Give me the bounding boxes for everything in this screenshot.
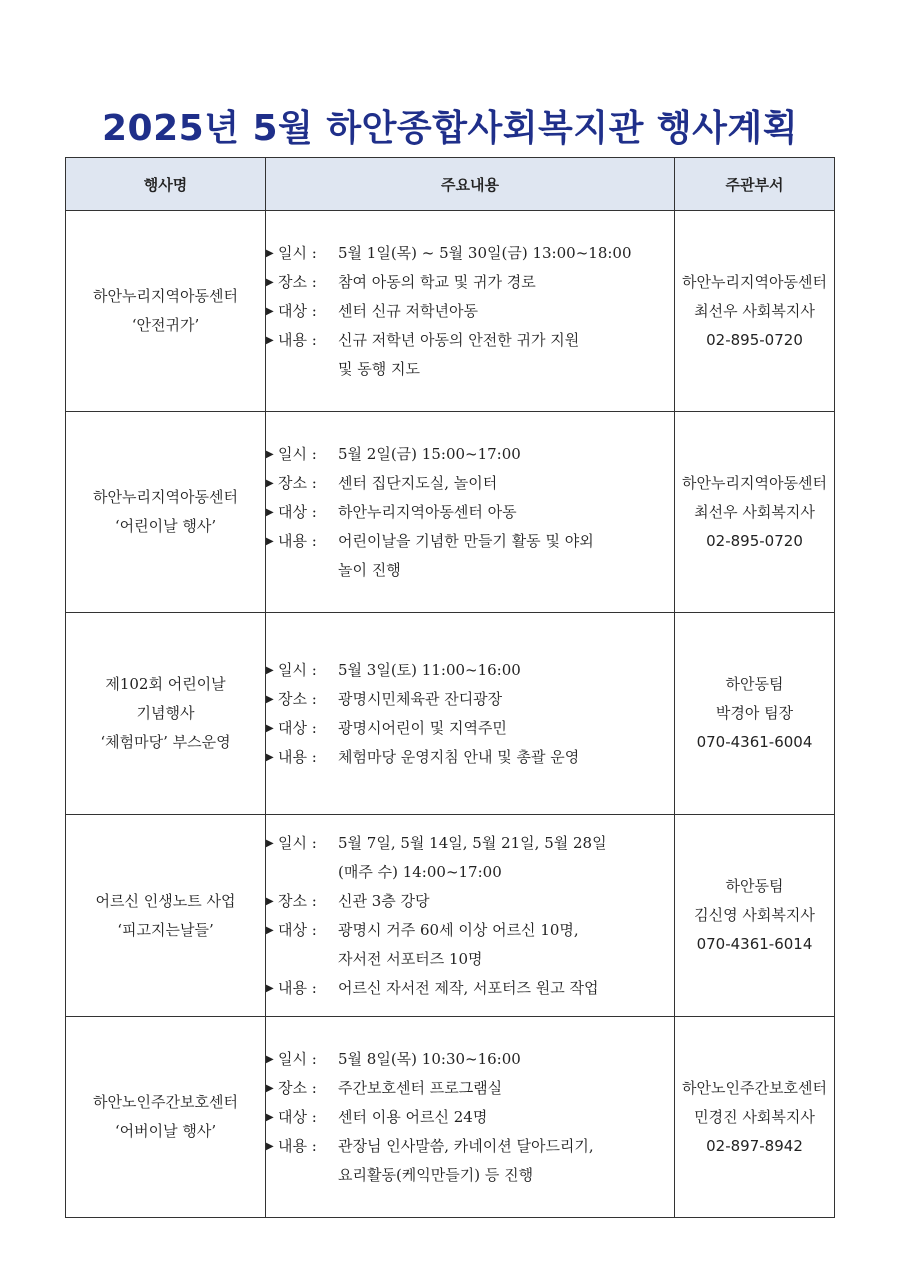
department-contact-person: 박경아 팀장 xyxy=(715,704,794,722)
department-contact-person: 민경진 사회복지사 xyxy=(694,1107,815,1126)
content-item-label: 내용 : xyxy=(278,978,317,997)
content-item-value: 광명시민체육관 잔디광장 xyxy=(338,689,503,708)
content-item-label: 내용 : xyxy=(278,531,317,550)
content-item-value: 주간보호센터 프로그램실 xyxy=(338,1078,503,1097)
content-item-value: 어린이날을 기념한 만들기 활동 및 야외 xyxy=(338,531,594,550)
content-item-value: 5월 3일(토) 11:00~16:00 xyxy=(338,660,521,679)
content-item-label: 대상 : xyxy=(278,1107,317,1126)
content-item xyxy=(266,656,674,685)
content-item-label: 일시 : xyxy=(278,1049,317,1068)
content-item xyxy=(266,440,674,469)
triangle-bullet-icon: ▶ xyxy=(266,247,274,259)
content-item xyxy=(266,743,674,772)
triangle-bullet-icon: ▶ xyxy=(266,664,274,676)
content-item xyxy=(266,297,674,326)
content-item-value-continued: 및 동행 지도 xyxy=(338,359,420,378)
content-item-value-continued: (매주 수) 14:00~17:00 xyxy=(338,862,502,881)
content-item xyxy=(266,714,674,743)
event-name-cell xyxy=(66,613,266,815)
triangle-bullet-icon: ▶ xyxy=(266,722,274,734)
triangle-bullet-icon: ▶ xyxy=(266,693,274,705)
content-item xyxy=(266,916,674,974)
event-name-cell xyxy=(66,412,266,613)
content-item-label: 일시 : xyxy=(278,660,317,679)
content-item-value-continued: 자서전 서포터즈 10명 xyxy=(338,949,483,968)
event-content-cell xyxy=(266,613,675,815)
event-name-line: 하안노인주간보호센터 xyxy=(93,1093,238,1111)
triangle-bullet-icon: ▶ xyxy=(266,477,274,489)
content-item-label: 내용 : xyxy=(278,330,317,349)
content-item-value: 센터 신규 저학년아동 xyxy=(338,301,478,320)
content-item-value: 센터 이용 어르신 24명 xyxy=(338,1107,488,1126)
triangle-bullet-icon: ▶ xyxy=(266,982,274,994)
content-item-value: 광명시어린이 및 지역주민 xyxy=(338,718,507,737)
content-item-label: 대상 : xyxy=(278,301,317,320)
department-contact-person: 최선우 사회복지사 xyxy=(694,301,815,320)
event-name-line: 하안누리지역아동센터 xyxy=(93,488,238,506)
event-name-line: ‘안전귀가’ xyxy=(131,316,200,334)
content-item-label: 대상 : xyxy=(278,502,317,521)
event-content-cell xyxy=(266,412,675,613)
content-item-value: 5월 8일(목) 10:30~16:00 xyxy=(338,1049,521,1068)
header-department: 주관부서 xyxy=(675,158,835,211)
department-cell xyxy=(675,815,835,1017)
event-name-line: ‘어버이날 행사’ xyxy=(114,1122,217,1140)
content-item xyxy=(266,1103,674,1132)
content-item xyxy=(266,1045,674,1074)
department-name: 하안누리지역아동센터 xyxy=(682,272,827,291)
content-item-value: 체험마당 운영지침 안내 및 총괄 운영 xyxy=(338,747,580,766)
content-item xyxy=(266,1132,674,1190)
department-phone: 070-4361-6004 xyxy=(696,733,813,751)
content-item-label: 대상 : xyxy=(278,718,317,737)
event-name-cell xyxy=(66,815,266,1017)
department-cell xyxy=(675,613,835,815)
event-name-line: 기념행사 xyxy=(136,704,195,722)
table-row xyxy=(66,1017,835,1218)
content-item-value: 센터 집단지도실, 놀이터 xyxy=(338,473,498,492)
triangle-bullet-icon: ▶ xyxy=(266,924,274,936)
content-item-value: 관장님 인사말씀, 카네이션 달아드리기, xyxy=(338,1136,594,1155)
department-name: 하안노인주간보호센터 xyxy=(682,1078,827,1097)
triangle-bullet-icon: ▶ xyxy=(266,1053,274,1065)
event-name-line: 하안누리지역아동센터 xyxy=(93,287,238,305)
content-item xyxy=(266,829,674,887)
content-item-value: 5월 2일(금) 15:00~17:00 xyxy=(338,444,521,463)
content-item-label: 장소 : xyxy=(278,272,317,291)
content-item-value-continued: 놀이 진행 xyxy=(338,560,401,579)
triangle-bullet-icon: ▶ xyxy=(266,334,274,346)
content-item-value: 5월 1일(목) ~ 5월 30일(금) 13:00~18:00 xyxy=(338,243,632,262)
event-name-line: ‘피고지는날들’ xyxy=(117,920,214,939)
department-cell xyxy=(675,211,835,412)
triangle-bullet-icon: ▶ xyxy=(266,276,274,288)
triangle-bullet-icon: ▶ xyxy=(266,895,274,907)
content-item-value: 참여 아동의 학교 및 귀가 경로 xyxy=(338,272,536,291)
header-event-name: 행사명 xyxy=(66,158,266,211)
content-item xyxy=(266,685,674,714)
department-phone: 070-4361-6014 xyxy=(696,935,813,953)
content-item-label: 일시 : xyxy=(278,243,317,262)
department-contact-person: 김신영 사회복지사 xyxy=(694,906,815,924)
department-contact-person: 최선우 사회복지사 xyxy=(694,502,815,521)
page-title: 2025년 5월 하안종합사회복지관 행사계획 xyxy=(102,108,798,149)
event-name-line: 어르신 인생노트 사업 xyxy=(95,891,236,910)
department-phone: 02-895-0720 xyxy=(706,330,803,349)
triangle-bullet-icon: ▶ xyxy=(266,1111,274,1123)
content-item-label: 내용 : xyxy=(278,747,317,766)
event-plan-table xyxy=(65,157,835,1218)
triangle-bullet-icon: ▶ xyxy=(266,837,274,849)
content-item-label: 장소 : xyxy=(278,689,317,708)
content-item xyxy=(266,887,674,916)
content-item xyxy=(266,239,674,268)
content-item xyxy=(266,268,674,297)
event-name-line: ‘어린이날 행사’ xyxy=(114,517,217,535)
triangle-bullet-icon: ▶ xyxy=(266,305,274,317)
department-phone: 02-897-8942 xyxy=(706,1136,803,1155)
content-item-value: 신규 저학년 아동의 안전한 귀가 지원 xyxy=(338,330,580,349)
content-item-label: 내용 : xyxy=(278,1136,317,1155)
triangle-bullet-icon: ▶ xyxy=(266,535,274,547)
content-item xyxy=(266,974,674,1003)
event-name-cell xyxy=(66,211,266,412)
content-item xyxy=(266,469,674,498)
content-item xyxy=(266,326,674,384)
event-name-line: ‘체험마당’ 부스운영 xyxy=(100,733,231,751)
content-item-label: 일시 : xyxy=(278,444,317,463)
triangle-bullet-icon: ▶ xyxy=(266,448,274,460)
content-item-label: 대상 : xyxy=(278,920,317,939)
table-row xyxy=(66,815,835,1017)
triangle-bullet-icon: ▶ xyxy=(266,1140,274,1152)
content-item-label: 일시 : xyxy=(278,833,317,852)
content-item xyxy=(266,498,674,527)
department-name: 하안동팀 xyxy=(725,675,784,693)
triangle-bullet-icon: ▶ xyxy=(266,751,274,763)
event-name-line: 제102회 어린이날 xyxy=(105,675,226,693)
content-item-value: 광명시 거주 60세 이상 어르신 10명, xyxy=(338,920,579,939)
event-content-cell xyxy=(266,211,675,412)
department-cell xyxy=(675,1017,835,1218)
content-item-value: 신관 3층 강당 xyxy=(338,891,430,910)
department-phone: 02-895-0720 xyxy=(706,531,803,550)
event-content-cell xyxy=(266,815,675,1017)
table-row xyxy=(66,613,835,815)
content-item-value: 어르신 자서전 제작, 서포터즈 원고 작업 xyxy=(338,978,599,997)
table-row xyxy=(66,412,835,613)
content-item-value: 하안누리지역아동센터 아동 xyxy=(338,502,517,521)
table-row xyxy=(66,211,835,412)
content-item-value-continued: 요리활동(케익만들기) 등 진행 xyxy=(338,1165,534,1184)
content-item-label: 장소 : xyxy=(278,473,317,492)
content-item xyxy=(266,527,674,585)
content-item-label: 장소 : xyxy=(278,891,317,910)
department-name: 하안동팀 xyxy=(725,877,784,895)
event-name-cell xyxy=(66,1017,266,1218)
department-name: 하안누리지역아동센터 xyxy=(682,473,827,492)
content-item-label: 장소 : xyxy=(278,1078,317,1097)
header-content: 주요내용 xyxy=(266,158,675,211)
content-item-value: 5월 7일, 5월 14일, 5월 21일, 5월 28일 xyxy=(338,833,607,852)
table-header-row xyxy=(66,158,835,211)
triangle-bullet-icon: ▶ xyxy=(266,1082,274,1094)
department-cell xyxy=(675,412,835,613)
content-item xyxy=(266,1074,674,1103)
triangle-bullet-icon: ▶ xyxy=(266,506,274,518)
event-content-cell xyxy=(266,1017,675,1218)
